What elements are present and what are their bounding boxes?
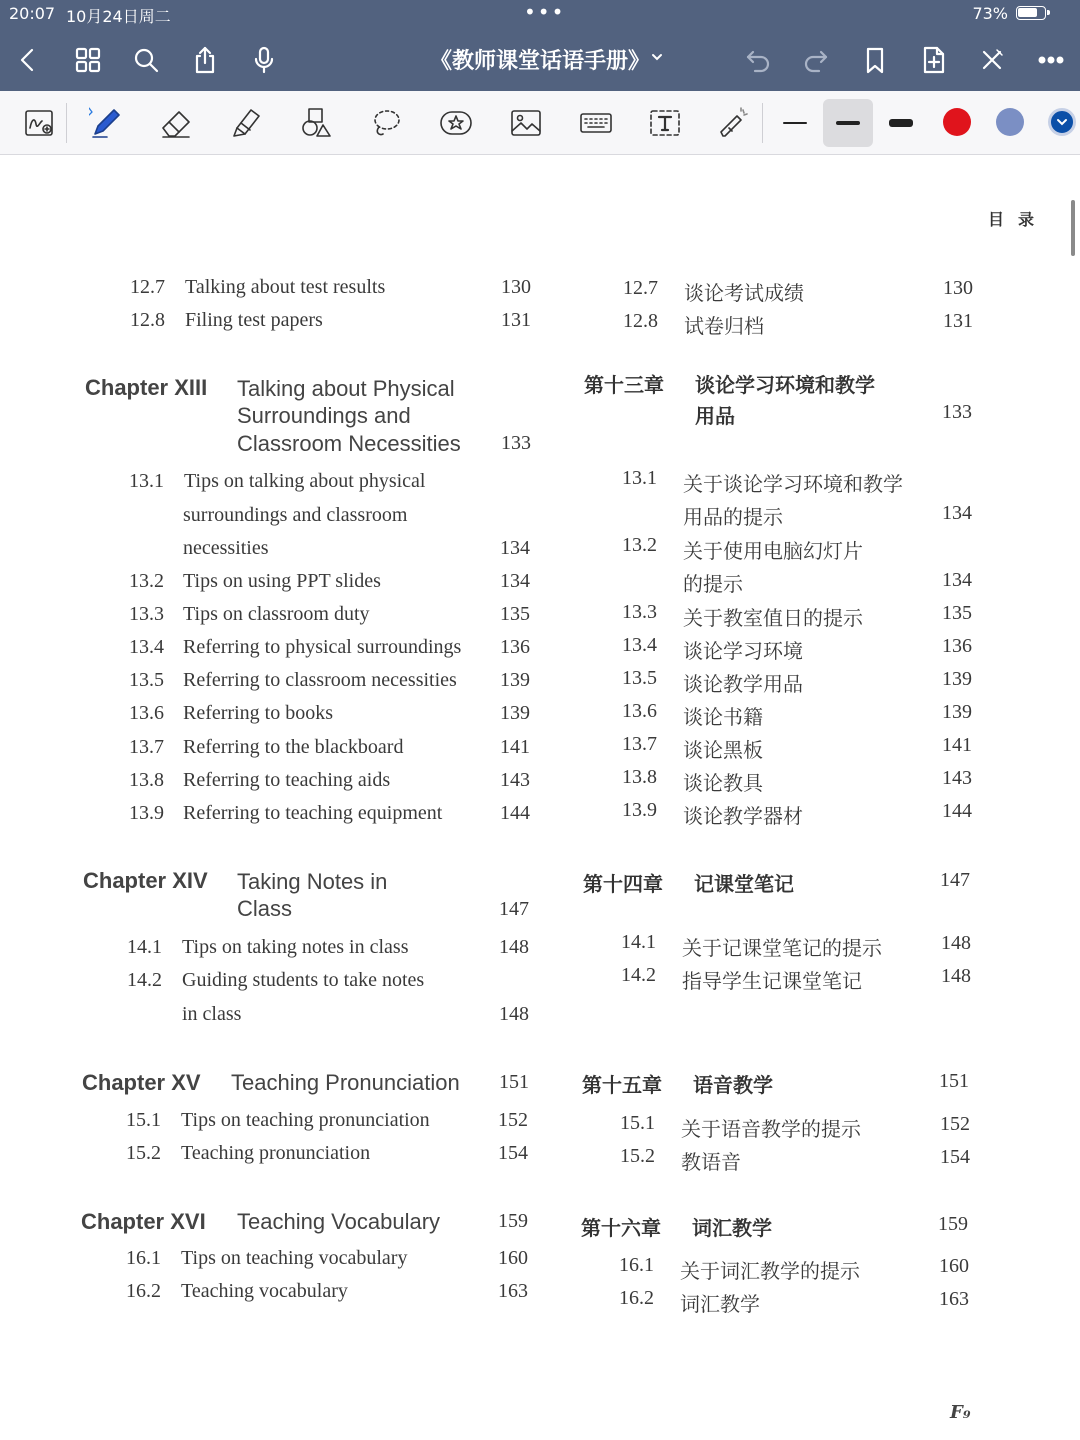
thumbnails-button[interactable] [68,40,108,80]
entry-number: 14.1 [127,936,162,958]
redo-button[interactable] [796,40,836,80]
entry-number: 12.7 [623,277,658,299]
color-blue-gray-swatch[interactable] [996,108,1024,136]
entry-title[interactable]: Tips on teaching pronunciation [181,1109,430,1131]
laser-pointer-tool[interactable] [714,103,754,143]
add-page-button[interactable] [914,40,954,80]
entry-title[interactable]: Referring to physical surroundings [183,636,462,658]
entry-number: 13.1 [129,470,164,492]
entry-page: 152 [498,1109,528,1131]
entry-page: 134 [500,570,530,592]
entry-number: 13.7 [129,736,164,758]
bookmark-button[interactable] [855,40,895,80]
entry-title[interactable]: 关于语音教学的提示 [681,1117,861,1141]
close-toolbar-button[interactable] [972,40,1012,80]
chapter-title[interactable]: Talking about Physical [237,376,455,401]
text-icon [648,106,682,140]
battery-percent: 73% [972,4,1008,23]
back-icon [13,45,43,75]
more-icon [1036,45,1066,75]
entry-page: 139 [500,702,530,724]
entry-page: 163 [498,1280,528,1302]
toolbar-divider [762,103,763,143]
grid-icon [73,45,103,75]
chapter-title[interactable]: 记课堂笔记 [694,872,794,896]
entry-page: 160 [498,1247,528,1269]
chapter-title[interactable]: Class [237,896,293,921]
entry-number: 13.2 [622,534,657,556]
text-tool[interactable] [645,103,685,143]
entry-title[interactable]: 用品的提示 [683,505,783,529]
chapter-label: Chapter XVI [81,1209,206,1234]
entry-page: 154 [940,1146,970,1168]
entry-title[interactable]: 谈论黑板 [683,738,763,762]
chapter-title[interactable]: 语音教学 [693,1073,773,1097]
entry-title[interactable]: in class [182,1003,242,1025]
entry-number: 13.3 [622,601,657,623]
pen-icon [89,106,123,140]
entry-number: 13.8 [129,769,164,791]
app-bar [0,0,1080,91]
entry-number: 13.3 [129,603,164,625]
entry-title[interactable]: 试卷归档 [684,314,764,338]
entry-page: 135 [942,602,972,624]
eraser-icon [159,106,193,140]
entry-title[interactable]: Tips on talking about physical [184,470,426,492]
entry-page: 143 [942,767,972,789]
undo-icon [743,45,773,75]
sticker-tool[interactable] [436,103,476,143]
entry-page: 152 [940,1113,970,1135]
shapes-icon [299,106,333,140]
entry-page: 139 [942,701,972,723]
highlighter-tool[interactable] [226,103,266,143]
entry-title[interactable]: Referring to books [183,702,333,724]
entry-page: 136 [942,635,972,657]
entry-number: 13.6 [622,700,657,722]
chevron-down-icon[interactable] [650,50,664,64]
status-date: 10月24日周二 [66,7,171,26]
bookmark-icon [860,45,890,75]
entry-page: 148 [941,965,971,987]
entry-page: 148 [499,936,529,958]
search-button[interactable] [126,40,166,80]
toolbar-divider [66,103,67,143]
entry-number: 16.2 [619,1287,654,1309]
laser-pointer-icon [717,106,751,140]
highlighter-icon [229,106,263,140]
entry-number: 13.4 [129,636,164,658]
multitasking-dots[interactable]: ••• [524,0,566,24]
chapter-page: 159 [938,1213,968,1235]
back-button[interactable] [8,40,48,80]
entry-number: 16.2 [126,1280,161,1302]
entry-number: 13.9 [129,802,164,824]
entry-title[interactable]: 关于使用电脑幻灯片 [683,539,863,563]
chapter-label: Chapter XIV [83,868,208,893]
entry-page: 136 [500,636,530,658]
entry-title[interactable]: 关于记课堂笔记的提示 [682,936,882,960]
entry-title[interactable]: Tips on classroom duty [183,603,370,625]
chapter-title[interactable]: Classroom Necessities [237,431,461,456]
entry-number: 12.7 [130,276,165,298]
entry-page: 163 [939,1288,969,1310]
undo-button[interactable] [738,40,778,80]
entry-number: 13.5 [129,669,164,691]
entry-page: 141 [942,734,972,756]
image-tool[interactable] [506,103,546,143]
entry-page: 135 [500,603,530,625]
entry-title[interactable]: 指导学生记课堂笔记 [682,969,862,993]
chapter-label: 第十五章 [582,1073,662,1097]
entry-title[interactable]: Guiding students to take notes [182,969,425,991]
entry-page: 134 [942,569,972,591]
entry-title[interactable]: Referring to teaching equipment [183,802,443,824]
entry-number: 13.4 [622,634,657,656]
chapter-page: 133 [501,432,531,454]
entry-title[interactable]: 关于谈论学习环境和教学 [683,472,903,496]
entry-title[interactable]: 关于教室值日的提示 [683,606,863,630]
search-icon [131,45,161,75]
chapter-page: 147 [940,869,970,891]
chapter-title[interactable]: Teaching Vocabulary [237,1209,441,1234]
entry-title[interactable]: Teaching pronunciation [181,1142,371,1164]
entry-page: 141 [500,736,530,758]
entry-title[interactable]: 谈论考试成绩 [684,281,804,305]
scan-icon [23,106,57,140]
entry-title[interactable]: 词汇教学 [680,1292,760,1316]
entry-number: 13.1 [622,467,657,489]
chapter-title[interactable]: Teaching Pronunciation [231,1070,460,1095]
entry-number: 15.1 [126,1109,161,1131]
entry-number: 14.1 [621,931,656,953]
keyboard-tool[interactable] [576,103,616,143]
image-icon [509,106,543,140]
entry-page: 148 [499,1003,529,1025]
entry-number: 14.2 [621,964,656,986]
chapter-title[interactable]: 词汇教学 [692,1216,772,1240]
sticker-icon [439,106,473,140]
entry-title[interactable]: Filing test papers [185,309,323,331]
entry-title[interactable]: Teaching vocabulary [181,1280,348,1302]
entry-page: 160 [939,1255,969,1277]
chapter-label: Chapter XV [82,1070,201,1095]
close-icon [977,45,1007,75]
entry-title[interactable]: Tips on teaching vocabulary [181,1247,408,1269]
entry-title[interactable]: Tips on using PPT slides [183,570,381,592]
status-time: 20:07 [9,4,56,23]
lasso-tool[interactable] [366,103,406,143]
entry-page: 139 [500,669,530,691]
color-navy-swatch[interactable] [1048,108,1076,136]
entry-title[interactable]: Referring to classroom necessities [183,669,457,691]
stroke-thick[interactable] [876,99,926,147]
entry-page: 131 [943,310,973,332]
chapter-page: 147 [499,898,529,920]
chapter-label: 第十六章 [581,1216,661,1240]
entry-page: 134 [942,502,972,524]
entry-number: 15.1 [620,1112,655,1134]
chapter-title[interactable]: Taking Notes in [237,869,388,894]
page-folio: F₉ [950,1402,971,1423]
shapes-tool[interactable] [296,103,336,143]
redo-icon [801,45,831,75]
entry-number: 13.8 [622,766,657,788]
entry-page: 130 [943,277,973,299]
entry-number: 13.2 [129,570,164,592]
running-head: 目录 [988,210,1049,229]
entry-title[interactable]: Tips on taking notes in class [182,936,409,958]
chapter-title[interactable]: 用品 [695,404,735,428]
entry-page: 139 [942,668,972,690]
keyboard-icon [579,106,613,140]
entry-title[interactable]: 的提示 [683,572,743,596]
stroke-thin[interactable] [770,99,820,147]
share-icon [190,45,220,75]
lasso-icon [369,106,403,140]
entry-number: 15.2 [620,1145,655,1167]
scrollbar[interactable] [1071,200,1075,256]
chapter-page: 151 [499,1071,529,1093]
pen-tool[interactable] [86,103,126,143]
entry-title[interactable]: Talking about test results [185,276,386,298]
stroke-medium[interactable] [823,99,873,147]
entry-title[interactable]: 谈论教学用品 [683,672,803,696]
chapter-label: Chapter XIII [85,375,208,400]
entry-number: 13.6 [129,702,164,724]
drawing-toolbar [0,91,1080,155]
add-page-icon [919,45,949,75]
entry-number: 14.2 [127,969,162,991]
chapter-title[interactable]: 谈论学习环境和教学 [695,373,875,397]
entry-title[interactable]: necessities [183,537,269,559]
microphone-button[interactable] [244,40,284,80]
entry-page: 144 [500,802,530,824]
eraser-tool[interactable] [156,103,196,143]
chapter-page: 159 [498,1210,528,1232]
entry-page: 143 [500,769,530,791]
entry-page: 134 [500,537,530,559]
chapter-title[interactable]: Surroundings and [237,403,411,428]
entry-title[interactable]: 谈论教学器材 [683,804,803,828]
document-title[interactable]: 《教师课堂话语手册》 [429,49,650,74]
entry-number: 16.1 [126,1247,161,1269]
entry-title[interactable]: surroundings and classroom [183,504,408,526]
entry-number: 13.9 [622,799,657,821]
chapter-label: 第十三章 [584,373,664,397]
entry-title[interactable]: 教语音 [681,1150,741,1174]
battery-icon [1016,6,1046,20]
entry-page: 148 [941,932,971,954]
scan-tool[interactable] [20,103,60,143]
entry-page: 144 [942,800,972,822]
more-button[interactable] [1031,40,1071,80]
entry-number: 13.5 [622,667,657,689]
entry-title[interactable]: 谈论教具 [683,771,763,795]
document-page[interactable] [0,156,1080,1440]
color-red-swatch[interactable] [943,108,971,136]
share-button[interactable] [185,40,225,80]
chapter-page: 133 [942,401,972,423]
chapter-page: 151 [939,1070,969,1092]
entry-title[interactable]: Referring to the blackboard [183,736,404,758]
entry-page: 130 [501,276,531,298]
entry-title[interactable]: 谈论书籍 [683,705,763,729]
entry-number: 16.1 [619,1254,654,1276]
entry-number: 15.2 [126,1142,161,1164]
entry-title[interactable]: 谈论学习环境 [683,639,803,663]
entry-title[interactable]: 关于词汇教学的提示 [680,1259,860,1283]
entry-page: 131 [501,309,531,331]
entry-number: 12.8 [623,310,658,332]
entry-page: 154 [498,1142,528,1164]
entry-number: 12.8 [130,309,165,331]
entry-title[interactable]: Referring to teaching aids [183,769,391,791]
chevron-down-icon [1051,111,1073,133]
microphone-icon [249,45,279,75]
entry-number: 13.7 [622,733,657,755]
chapter-label: 第十四章 [583,872,663,896]
